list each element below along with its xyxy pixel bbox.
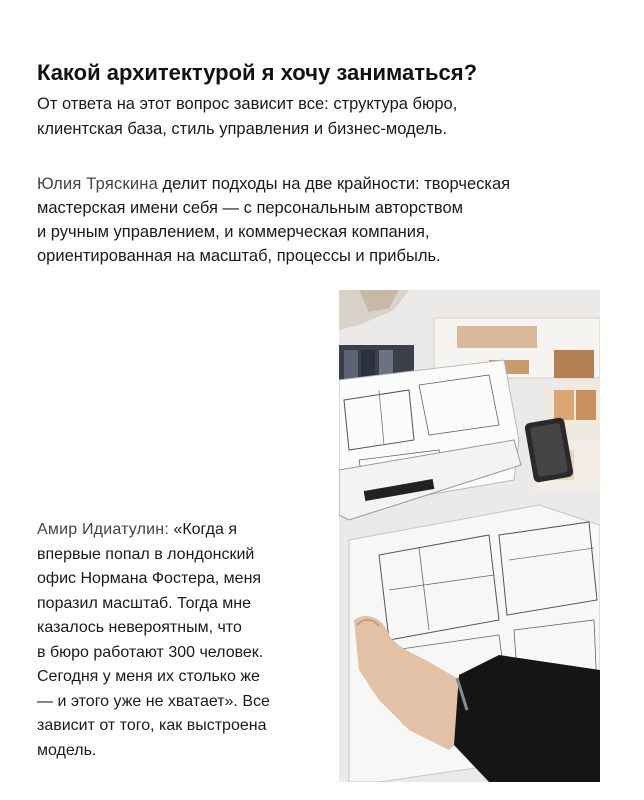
paragraph-line: мастерская имени себя — с персональным авторством [37,199,463,217]
idiatulin-quote [37,518,327,763]
paragraph-line: и ручным управлением, и коммерческая компания, [37,223,430,241]
lead-line: клиентская база, стиль управления и бизнес-модель. [37,120,448,138]
lead-line: От ответа на этот вопрос зависит все: структура бюро, [37,95,458,113]
paragraph-line [37,172,622,196]
photo-illustration [339,290,600,782]
article-heading: Какой архитектурой я хочу заниматься? [37,60,478,85]
lead-paragraph [37,92,622,142]
quote-line: казалось невероятным, что [37,619,242,636]
quote-line: офис Нормана Фостера, меня [37,570,262,587]
architectural-plans-photo [339,290,600,782]
author-name-idiatulin: Амир Идиатулин: [37,521,169,538]
quote-line: зависит от того, как выстроена [37,717,267,734]
paragraph-line: ориентированная на масштаб, процессы и прибыль. [37,247,441,265]
quote-line: впервые попал в лондонский [37,545,255,563]
paragraph-text: делит подходы на две крайности: творческая [157,175,511,193]
quote-line: Сегодня у меня их столько же [37,668,260,685]
quote-line: — и этого уже не хватает». Все [37,692,270,710]
approaches-paragraph [37,172,622,268]
quote-line: модель. [37,741,97,759]
author-name-tryaskina: Юлия Тряскина [37,175,158,193]
quote-line: в бюро работают 300 человек. [37,643,264,661]
quote-line: поразил масштаб. Тогда мне [37,594,252,612]
quote-line [37,518,327,543]
quote-text: «Когда я [168,521,238,538]
